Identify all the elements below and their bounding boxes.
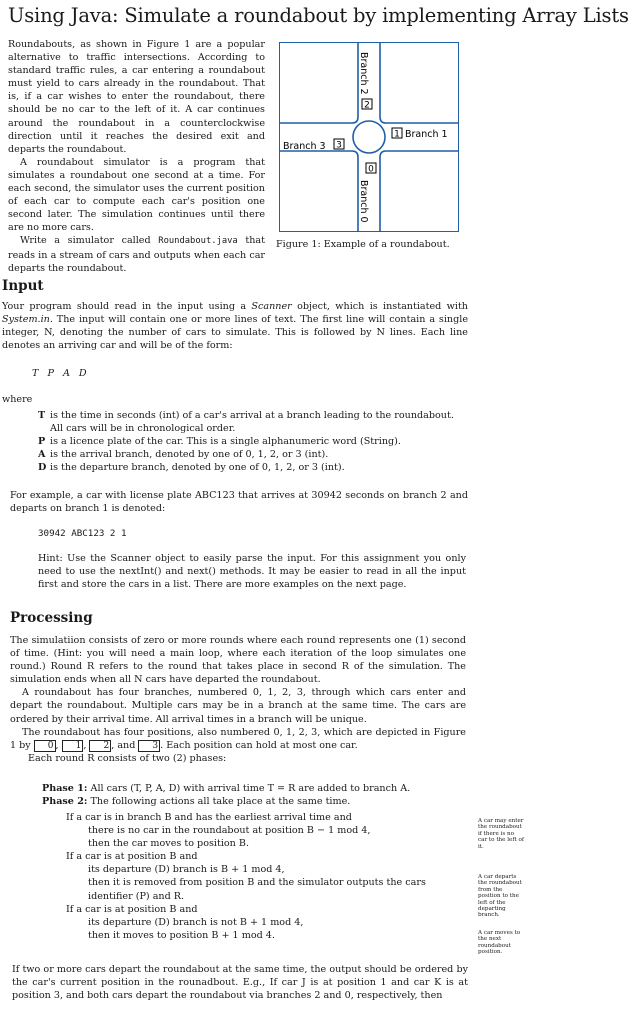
processing-paragraph-3: The roundabout has four positions, also numbered 0, 1, 2, 3, which are depicted in Figure 1 by 0 , 1 , 2 , and 3 . Each position can hold at most one car. bbox=[10, 726, 466, 751]
margin-note-3: A car moves to the next roundabout position. bbox=[478, 930, 521, 956]
branch-0-label: Branch 0 bbox=[358, 180, 369, 223]
rule-1-action: then the car moves to position B. bbox=[88, 838, 249, 850]
roundabout-figure bbox=[279, 42, 459, 232]
rule-1-subcondition: there is no car in the roundabout at position B − 1 mod 4, bbox=[88, 825, 371, 837]
position-box-3: 3 bbox=[138, 740, 160, 752]
processing-heading: Processing bbox=[10, 610, 93, 626]
processing-section bbox=[10, 634, 466, 765]
rule-2-condition: If a car is at position B and bbox=[66, 851, 198, 863]
rule-2-action: then it is removed from position B and the simulator outputs the cars bbox=[88, 877, 426, 889]
intro-paragraph-3: Write a simulator called Roundabout.java that reads in a stream of cars and outputs when each car departs the roundabout. bbox=[8, 235, 265, 274]
intro-paragraph-2: A roundabout simulator is a program that simulates a roundabout one second at a time. For each second, the simulator uses the current position of each car to compute each car's position one second later. The simulation continues until there are no more cars. bbox=[8, 156, 265, 234]
branch-3-label: Branch 3 bbox=[283, 141, 326, 152]
processing-paragraph-4: Each round R consists of two (2) phases: bbox=[28, 752, 227, 764]
figure-caption: Figure 1: Example of a roundabout. bbox=[276, 239, 450, 250]
final-paragraph: If two or more cars depart the roundabout at the same time, the output should be ordered by the car's current position in the rounadbout. E.g., If car J is at position 1 and car K is at position 3, and both cars depart the roundabout via branches 2 and 0, respectively, then bbox=[12, 964, 468, 1002]
example-code: 30942 ABC123 2 1 bbox=[38, 528, 127, 539]
intro-section bbox=[8, 38, 265, 275]
example-text: For example, a car with license plate ABC123 that arrives at 30942 seconds on branch 2 and departs on branch 1 is denoted: bbox=[10, 490, 468, 515]
where-label: where bbox=[2, 394, 33, 405]
position-2-label: 2 bbox=[364, 100, 370, 111]
input-format: T P A D bbox=[32, 368, 90, 379]
input-section bbox=[2, 300, 468, 352]
rule-3-subcondition: its departure (D) branch is not B + 1 mod 4, bbox=[88, 916, 304, 928]
roundabout-diagram bbox=[279, 42, 459, 232]
position-box-1: 1 bbox=[62, 740, 84, 752]
position-3-label: 3 bbox=[336, 140, 342, 151]
position-0-label: 0 bbox=[368, 164, 374, 175]
margin-note-2: A car departs the roundabout from the position to the left of the departing branch. bbox=[478, 874, 522, 919]
definition-P: P is a licence plate of the car. This is a single alphanumeric word (String). bbox=[38, 436, 401, 448]
position-box-0: 0 bbox=[34, 740, 56, 752]
definition-T: T is the time in seconds (int) of a car's arrival at a branch leading to the roundabout. All cars will be in chronological order. bbox=[38, 410, 454, 435]
intro-paragraph-1: Roundabouts, as shown in Figure 1 are a popular alternative to traffic intersections. According to standard traffic rules, a car entering a roundabout must yield to cars already in the roundabout. That is, if a car wishes to enter the roundabout, there should be no car to the left of it. A car continues around the roundabout in a counterclockwise direction until it reaches the desired exit and departs the roundabout. bbox=[8, 39, 265, 155]
position-1-label: 1 bbox=[394, 129, 400, 140]
rule-1-condition: If a car is in branch B and has the earliest arrival time and bbox=[66, 812, 352, 823]
rule-3-action: then it moves to position B + 1 mod 4. bbox=[88, 929, 275, 941]
input-heading: Input bbox=[2, 278, 44, 294]
definition-A: A is the arrival branch, denoted by one of 0, 1, 2, or 3 (int). bbox=[38, 449, 329, 461]
processing-paragraph-1: The simulatiion consists of zero or more rounds where each round represents one (1) second of time. (Hint: you will need a main loop, where each iteration of the loop simulates one round.) Round R refers to the round that takes place in second R of the simulation. The simulation ends when all N cars have departed the roundabout. bbox=[10, 635, 466, 686]
phase-1: Phase 1: All cars (T, P, A, D) with arrival time T = R are added to branch A. bbox=[42, 783, 411, 794]
page-title: Using Java: Simulate a roundabout by implementing Array Lists bbox=[8, 4, 629, 27]
branch-1-label: Branch 1 bbox=[405, 129, 448, 140]
margin-note-1: A car may enter the roundabout if there is no car to the left of it. bbox=[478, 818, 524, 850]
rule-3-condition: If a car is at position B and bbox=[66, 903, 198, 915]
rule-2-action-cont: identifier (P) and R. bbox=[88, 890, 185, 902]
rules-list bbox=[66, 811, 466, 942]
rule-2-subcondition: its departure (D) branch is B + 1 mod 4, bbox=[88, 864, 285, 876]
definition-list bbox=[38, 409, 458, 474]
phase-2: Phase 2: The following actions all take place at the same time. bbox=[42, 796, 351, 807]
position-box-2: 2 bbox=[89, 740, 111, 752]
input-paragraph: Your program should read in the input using a Scanner object, which is instantiated with System.in. The input will contain one or more lines of text. The first line will contain a single integer, N, denoting the number of cars to simulate. This is followed by N lines. Each line denotes an arriving car and will be of the form: bbox=[2, 301, 468, 352]
definition-D: D is the departure branch, denoted by one of 0, 1, 2, or 3 (int). bbox=[38, 462, 345, 474]
hint-paragraph: Hint: Use the Scanner object to easily parse the input. For this assignment you only need to use the nextInt() and next() methods. It may be easier to read in all the input first and store the cars in a list. There are more examples on the next page. bbox=[38, 553, 466, 591]
processing-paragraph-2: A roundabout has four branches, numbered 0, 1, 2, 3, through which cars enter and depart the roundabout. Multiple cars may be in a branch at the same time. The cars are ordered by their arrival time. All arrival times in a branch will be unique. bbox=[10, 687, 466, 725]
branch-2-label: Branch 2 bbox=[358, 52, 369, 95]
